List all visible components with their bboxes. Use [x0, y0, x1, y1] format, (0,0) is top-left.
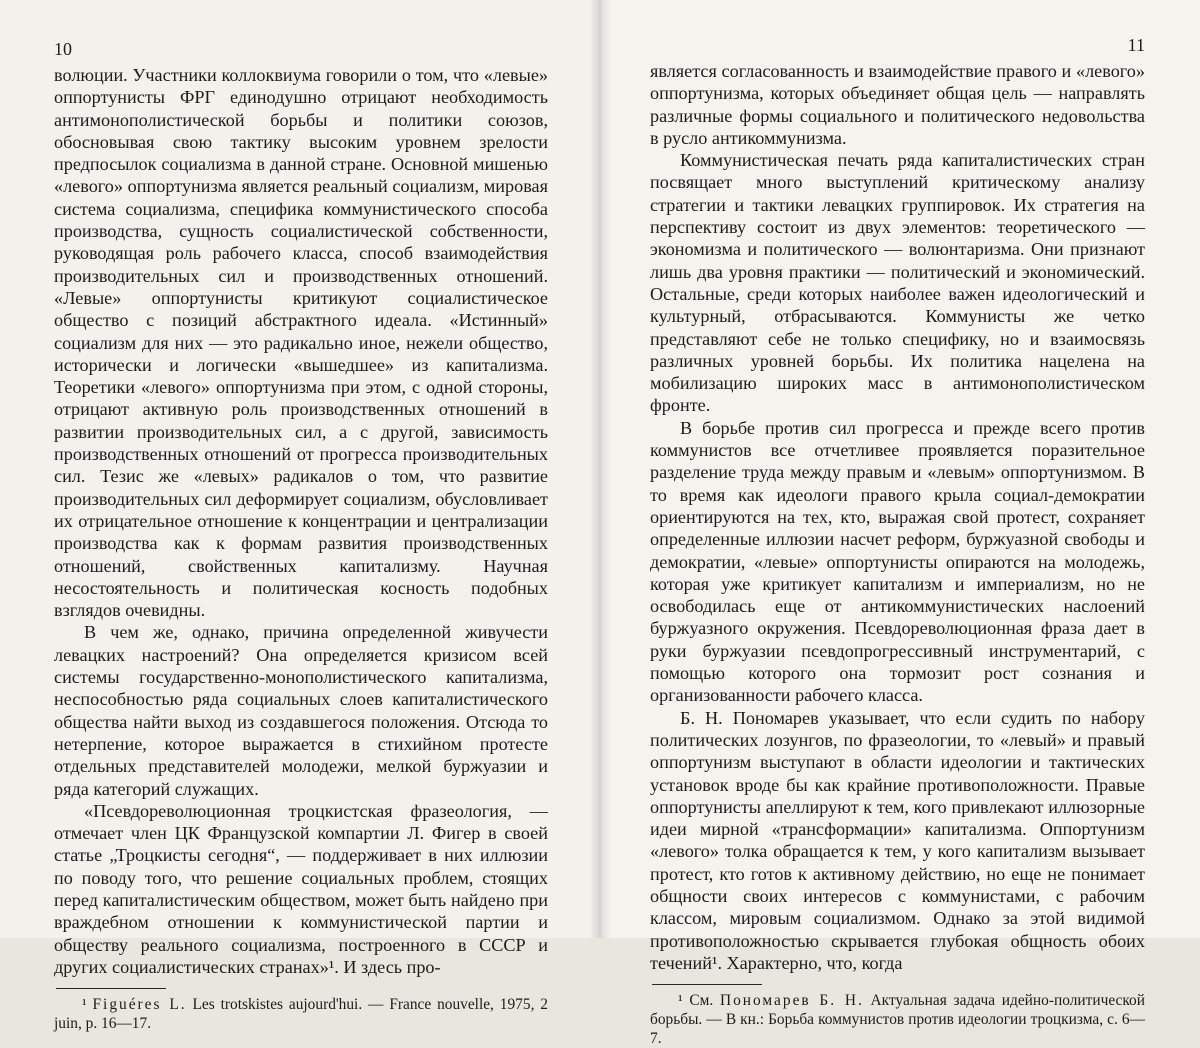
paragraph: В чем же, однако, причина определенной живучести левацких настроений? Она определяется кризисом всей системы государственно-монополистического капитализма, неспособностью ряда социальных слоев капиталистического общества найти выход из создавшегося положения. Отсюда то нетерпение, которое выражается в стихийном протесте отдельных представителей молодежи, мелкой буржуазии и ряда категорий служащих.	[54, 622, 548, 799]
paragraph	[54, 800, 548, 978]
footnote-line	[54, 995, 548, 1033]
paragraph-tail: ¹. Характерно, что, когда	[712, 952, 903, 973]
left-page	[0, 0, 600, 1033]
paragraph-text: Б. Н. Пономарев указывает, что если судить по набору политических лозунгов, по фразеологии, то «левый» и правый оппортунизм выступают в области идеологии и тактических установок вроде бы как крайние противоположности. Правые оппортунисты апеллируют к тем, кого привлекают иллюзорные идеи мирной «трансформации» капитализма. Оппортунизм «левого» толка обращается к тем, у кого капитализм вызывает протест, кто готов к активному действию, но еще не понимает общности своих интересов с коммунистами, с рабочим классом, мировым социализмом. Однако за этой видимой противоположностью скрывается глубокая общность обоих течений	[650, 707, 1145, 973]
paragraph: Коммунистическая печать ряда капиталистических стран посвящает много выступлений критическому анализу стратегии и тактики левацких группировок. Их стратегия на перспективу состоит из двух элементов: теоретического — экономизма и политического — волюнтаризма. Они признают лишь два уровня практики — политический и экономический. Остальные, среди которых наиболее важен идеологический и культурный, отбрасываются. Коммунисты же четко представляют себе не только специфику, но и взаимосвязь различных уровней борьбы. Их политика нацелена на мобилизацию широких масс в антимонополистическом фронте.	[650, 150, 1145, 416]
footnote-divider	[56, 988, 166, 989]
page-number-right: 11	[1127, 35, 1145, 55]
paragraph	[650, 707, 1145, 975]
footnote-source: Les trotskistes aujourd'hui. — France nouvelle, 1975, 2 juin, p. 16—17.	[54, 996, 548, 1033]
page-number-left: 10	[54, 39, 72, 59]
footnote-left	[54, 995, 548, 1033]
footnote-divider	[652, 984, 762, 985]
right-page-body	[650, 60, 1145, 974]
quote-text: «Псевдореволюционная троцкистская фразеология, — отмечает член ЦК Французской компартии Л. Фигер в своей статье „Троцкисты сегодня“, — поддерживает в них иллюзии по поводу того, что решение социальных проблем, стоящих перед капиталистическим обществом, может быть найдено при враждебном отношении к коммунистической партии и обществу реального социализма, построенного в СССР и других социалистических странах»	[54, 800, 548, 977]
left-page-body	[54, 64, 548, 978]
footnote-author: Пономарев Б. Н.	[719, 992, 864, 1010]
footnote-marker: ¹	[678, 992, 683, 1010]
paragraph: В борьбе против сил прогресса и прежде всего против коммунистов все отчетливее проявляется поразительное разделение труда между правым и «левым» оппортунизмом. В то время как идеологи правого крыла социал-демократии ориентируются на тех, кто, выражая свой протест, сохраняет определенные иллюзии насчет реформ, буржуазной свободы и демократии, «левые» оппортунисты опираются на молодежь, которая уже критикует капитализм и империализм, но не освободилась еще от антикоммунистических наслоений буржуазного окружения. Псевдореволюционная фраза дает в руки буржуазии псевдопрогрессивный инструментарий, с помощью которого она тормозит рост сознания и организованности рабочего класса.	[650, 417, 1145, 706]
footnote-right	[650, 991, 1145, 1048]
footnote-marker: ¹	[82, 996, 87, 1014]
footnote-author: Figuéres L.	[92, 996, 187, 1014]
paragraph: является согласованность и взаимодействие правого и «левого» оппортунизма, которых объединяет общая цель — направлять различные формы социального и политического недовольства в русло антикоммунизма.	[650, 61, 1145, 148]
footnote-source: Актуальная задача идейно-политической борьбы. — В кн.: Борьба коммунистов против идеологии троцкизма, с. 6—7.	[650, 992, 1145, 1048]
footnote-prefix: См.	[682, 992, 720, 1010]
right-page	[600, 0, 1200, 1048]
quote-tail: ¹. И здесь про-	[328, 956, 441, 977]
footnote-line	[650, 991, 1145, 1048]
paragraph: волюции. Участники коллоквиума говорили о том, что «левые» оппортунисты ФРГ единодушно отрицают необходимость антимонополистической борьбы и политики союзов, обосновывая свою тактику высоким уровнем зрелости предпосылок социализма в данной стране. Основной мишенью «левого» оппортунизма является реальный социализм, мировая система социализма, специфика коммунистического способа производства, сущность социалистической собственности, руководящая роль рабочего класса, способ взаимодействия производительных сил и производственных отношений. «Левые» оппортунисты критикуют социалистическое общество с позиций абстрактного идеала. «Истинный» социализм для них — это радикально иное, нежели общество, исторически и логически «вышедшее» из капитализма. Теоретики «левого» оппортунизма при этом, с одной стороны, отрицают активную роль производственных отношений в развитии производительных сил, а с другой, зависимость производственных отношений от прогресса производительных сил. Тезис же «левых» радикалов о том, что развитие производительных сил деформирует социализм, обусловливает их отрицательное отношение к концентрации и централизации производства как к формам развития производственных отношений, свойственных капитализму. Научная несостоятельность и политическая косность подобных взглядов очевидны.	[54, 65, 548, 621]
